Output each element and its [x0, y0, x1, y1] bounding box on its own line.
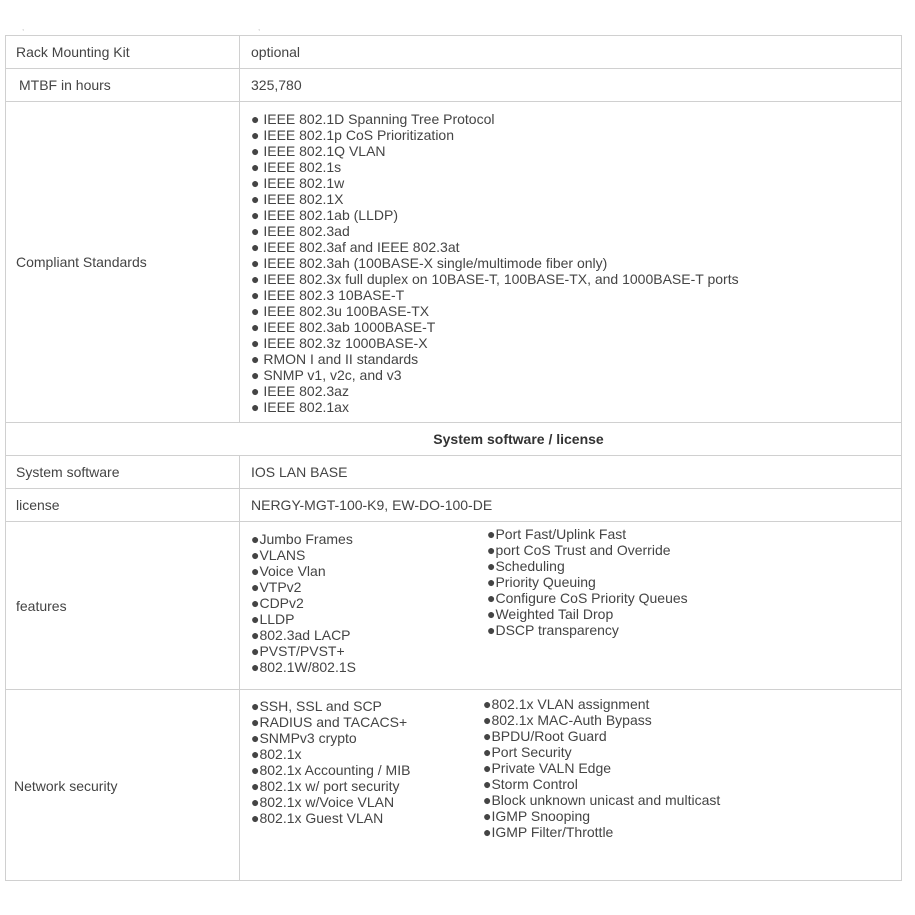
- row-value: 325,780: [251, 77, 302, 93]
- list-item: ●SSH, SSL and SCP: [251, 698, 382, 714]
- row-label-text: features: [16, 597, 67, 614]
- list-item: ● IEEE 802.3ab 1000BASE-T: [251, 319, 436, 335]
- security-list-left: [251, 698, 410, 826]
- list-item: ●DSCP transparency: [487, 622, 619, 638]
- list-item: ● IEEE 802.1X: [251, 191, 344, 207]
- list-item: ● IEEE 802.1D Spanning Tree Protocol: [251, 111, 495, 127]
- row-label: [6, 489, 240, 521]
- row-value: [251, 111, 901, 422]
- table-row-features: [5, 521, 902, 689]
- list-item: ●802.1x w/Voice VLAN: [251, 794, 395, 810]
- row-label: [6, 102, 240, 422]
- row-label: [6, 69, 240, 101]
- list-item: ● IEEE 802.3af and IEEE 802.3at: [251, 239, 460, 255]
- list-item: ●Block unknown unicast and multicast: [483, 792, 721, 808]
- list-item: ●RADIUS and TACACS+: [251, 714, 408, 730]
- list-item: ●Priority Queuing: [487, 574, 596, 590]
- list-item: ●802.1W/802.1S: [251, 659, 356, 675]
- list-item: ●port CoS Trust and Override: [487, 542, 671, 558]
- list-item: ●802.1x MAC-Auth Bypass: [483, 712, 652, 728]
- row-label-text: System software: [16, 464, 120, 480]
- list-item: ●802.1x Guest VLAN: [251, 810, 384, 826]
- row-label-text: Rack Mounting Kit: [16, 44, 130, 60]
- edge-mark: ,: [22, 23, 25, 32]
- section-header-row: [5, 422, 902, 455]
- list-item: ● IEEE 802.1ax: [251, 399, 349, 415]
- list-item: ●VLANS: [251, 547, 306, 563]
- row-value: [251, 690, 901, 881]
- list-item: ● IEEE 802.3 10BASE-T: [251, 287, 405, 303]
- top-edge-marks: [22, 24, 282, 32]
- list-item: ● IEEE 802.3ad: [251, 223, 350, 239]
- list-item: ●Port Security: [483, 744, 572, 760]
- row-label: [6, 456, 240, 488]
- list-item: ● IEEE 802.3ah (100BASE-X single/multimode fiber only): [251, 255, 608, 271]
- row-label-text: Compliant Standards: [16, 254, 147, 270]
- list-item: ●802.1x Accounting / MIB: [251, 762, 411, 778]
- list-item: ●Private VALN Edge: [483, 760, 612, 776]
- table-row-license: [5, 488, 902, 521]
- list-item: ●Weighted Tail Drop: [487, 606, 614, 622]
- features-list-right: [487, 526, 688, 638]
- row-label-text: license: [16, 497, 60, 513]
- table-row-security: [5, 689, 902, 881]
- row-label: [6, 522, 240, 689]
- security-list-right: [483, 696, 720, 840]
- table-row-software: [5, 455, 902, 488]
- list-item: ●Voice Vlan: [251, 563, 326, 579]
- features-list-left: [251, 531, 356, 675]
- row-value: [251, 522, 901, 689]
- list-item: ● IEEE 802.1Q VLAN: [251, 143, 386, 159]
- list-item: ●BPDU/Root Guard: [483, 728, 607, 744]
- table-bottom-border: [5, 880, 902, 881]
- section-header: System software / license: [433, 431, 604, 447]
- list-item: ●LLDP: [251, 611, 295, 627]
- list-item: ●IGMP Filter/Throttle: [483, 824, 614, 840]
- list-item: ●Storm Control: [483, 776, 578, 792]
- list-item: ● IEEE 802.1p CoS Prioritization: [251, 127, 454, 143]
- list-item: ●PVST/PVST+: [251, 643, 345, 659]
- list-item: ●Configure CoS Priority Queues: [487, 590, 688, 606]
- standards-list: [251, 111, 901, 415]
- list-item: ● IEEE 802.1s: [251, 159, 342, 175]
- list-item: ●Jumbo Frames: [251, 531, 353, 547]
- list-item: ● IEEE 802.1w: [251, 175, 345, 191]
- list-item: ●802.3ad LACP: [251, 627, 351, 643]
- list-item: ●802.1x: [251, 746, 302, 762]
- table-row-compliant: [5, 101, 902, 422]
- list-item: ●IGMP Snooping: [483, 808, 591, 824]
- row-label: [6, 36, 240, 68]
- list-item: ●Scheduling: [487, 558, 565, 574]
- list-item: ● RMON I and II standards: [251, 351, 419, 367]
- table-row-rack: [5, 35, 902, 68]
- row-value: optional: [251, 44, 301, 60]
- row-value: IOS LAN BASE: [251, 464, 348, 480]
- list-item: ●802.1x w/ port security: [251, 778, 400, 794]
- list-item: ● SNMP v1, v2c, and v3: [251, 367, 402, 383]
- spec-table: [5, 35, 902, 881]
- list-item: ●Port Fast/Uplink Fast: [487, 526, 627, 542]
- list-item: ●SNMPv3 crypto: [251, 730, 357, 746]
- list-item: ● IEEE 802.3u 100BASE-TX: [251, 303, 430, 319]
- row-value: NERGY-MGT-100-K9, EW-DO-100-DE: [251, 497, 493, 513]
- list-item: ●CDPv2: [251, 595, 304, 611]
- list-item: ●802.1x VLAN assignment: [483, 696, 650, 712]
- list-item: ● IEEE 802.3z 1000BASE-X: [251, 335, 428, 351]
- row-label-text: Network security: [14, 777, 118, 794]
- row-label: [6, 690, 240, 881]
- table-row-mtbf: [5, 68, 902, 101]
- list-item: ● IEEE 802.3x full duplex on 10BASE-T, 100BASE-TX, and 1000BASE-T ports: [251, 271, 739, 287]
- edge-mark: ,: [258, 23, 261, 32]
- list-item: ● IEEE 802.3az: [251, 383, 349, 399]
- list-item: ● IEEE 802.1ab (LLDP): [251, 207, 398, 223]
- list-item: ●VTPv2: [251, 579, 302, 595]
- row-label-text: MTBF in hours: [19, 77, 111, 93]
